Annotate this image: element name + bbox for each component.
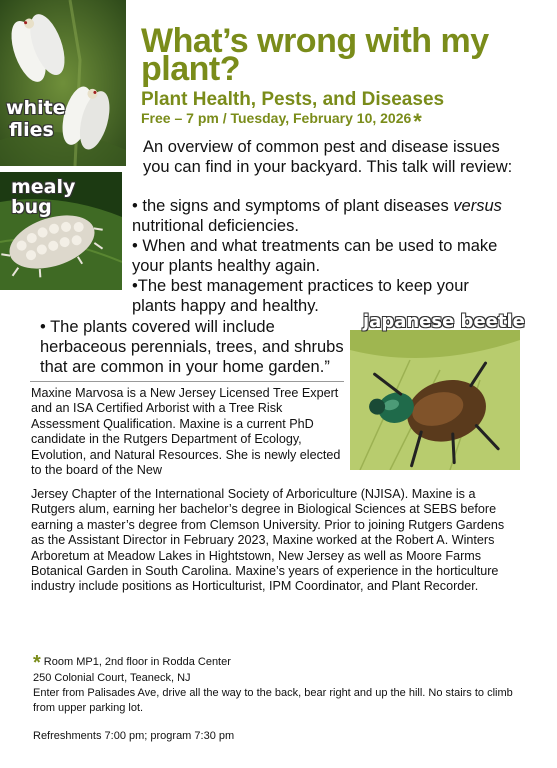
whitefly-label-line1: white	[6, 97, 66, 119]
whitefly-photo	[0, 0, 126, 166]
location-room: Room MP1, 2nd floor in Rodda Center	[43, 656, 231, 668]
dateline-text: Free – 7 pm / Tuesday, February 10, 2026	[141, 110, 412, 126]
section-divider	[30, 381, 344, 382]
bullet-1-emphasis: versus	[453, 197, 502, 215]
bullet-treatments: • When and what treatments can be used to make your plants healthy again.	[132, 237, 498, 275]
bullet-1-post: nutritional deficiencies.	[132, 217, 299, 235]
bullet-plants-covered: • The plants covered will include herbaceous perennials, trees, and shrubs that are common in your home garden.”	[40, 318, 344, 376]
page-title: What’s wrong with my plant?	[141, 22, 489, 88]
speaker-bio-part1: Maxine Marvosa is a New Jersey Licensed Tree Expert and an ISA Certified Arborist with a Tree Risk Assessment Qualification. Maxine is a current PhD candidate in the Rutgers Department of Ecology, Evolution, and Natural Resources. She is newly elected to the board of the New	[31, 386, 341, 478]
mealybug-photo	[0, 172, 122, 290]
location-block	[33, 652, 513, 716]
location-address: 250 Colonial Court, Teaneck, NJ	[33, 672, 191, 684]
speaker-bio-part2: Jersey Chapter of the International Society of Arboriculture (NJISA). Maxine is a Rutgers alum, earning her bachelor’s degree in Biological Sciences at SEBS before earning a master’s degree from Clemson University. Prior to joining Rutgers Gardens as the Assistant Director in February 2023, Maxine worked at the Robert A. Winters Arboretum at Meadow Lakes in Hightstown, New Jersey as well as Moore Farms Botanical Garden in South Carolina. Maxine’s years of experience in the horticulture industry include positions as Horticulturist, IPM Coordinator, and Plant Recorder.	[31, 487, 505, 594]
location-star-icon: *	[33, 652, 41, 674]
subtitle: Plant Health, Pests, and Diseases	[141, 89, 445, 110]
star-icon: *	[413, 109, 422, 134]
bullet-signs-symptoms	[132, 196, 517, 236]
bullet-1-pre: • the signs and symptoms of plant diseases	[132, 197, 454, 215]
japanese-beetle-photo	[350, 330, 520, 470]
beetle-label-outside: japanese beetle	[363, 311, 525, 332]
event-dateline	[141, 109, 422, 135]
location-directions: Enter from Palisades Ave, drive all the way to the back, bear right and up the hill. No stairs to climb from upper parking lot.	[33, 687, 513, 714]
whitefly-label-line2: flies	[9, 119, 54, 141]
intro-paragraph: An overview of common pest and disease issues you can find in your backyard. This talk will review:	[143, 138, 513, 176]
bullet-best-practices: •The best management practices to keep your plants happy and healthy.	[132, 277, 469, 315]
refreshments-note: Refreshments 7:00 pm; program 7:30 pm	[33, 730, 235, 742]
mealybug-label: mealy bug	[11, 176, 76, 218]
